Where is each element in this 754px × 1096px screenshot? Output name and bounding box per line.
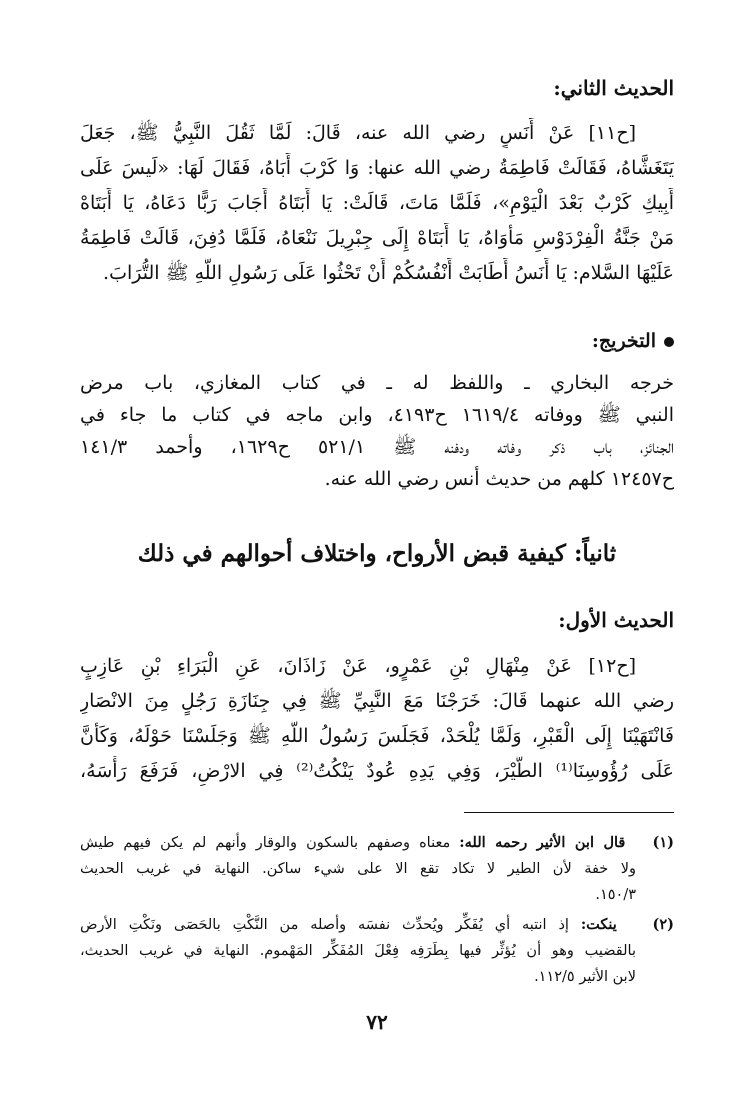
footnote-1-number: (١): [652, 834, 674, 851]
takhrij-heading: [592, 330, 674, 352]
footnote-2-line-2: بالقضيب وهو أن يُؤثِّر فيها بِطَرَفِه فِعْلَ المُفَكِّر المَهْموم. النهاية في غريب الحديث،: [80, 943, 636, 959]
footnote-2-head: ينكت:: [580, 916, 617, 933]
hadith-two-line-5: عَلَيْهَا السَّلام: يَا أَنَسُ أَطَابَتْ أَنْفُسُكُمْ أَنْ تَحْثُوا عَلَى رَسُولِ اللَّهِ ﷺ التُّرَابَ.: [103, 262, 674, 284]
hadith-one-line-4: عَلَى رُؤُوسِنَا⁽¹⁾ الطَّيْرَ، وَفِي يَدِهِ عُودٌ يَنْكُتُ⁽²⁾ فِي الارْضِ، فَرَفَعَ رَأْسَهُ،: [80, 760, 674, 782]
hadith-two-line-3: أَبِيكِ كَرْبٌ بَعْدَ الْيَوْمِ»، فَلَمَّا مَاتَ، قَالَتْ: يَا أَبَتَاهُ أَجَابَ رَبًّا دَعَاهُ، يَا أَبَتَاهْ: [80, 192, 674, 214]
takhrij-line-2: النبي ﷺ ووفاته ١٦١٩/٤ ح٤١٩٣، وابن ماجه في كتاب ما جاء في: [80, 404, 674, 426]
footnote-1-line-2: ولا خفة لأن الطير لا تكاد تقع الا على شيء ساكن. النهاية في غريب الحديث: [80, 861, 636, 877]
section-title: ثانياً: كيفية قبض الأرواح، واختلاف أحوالهم في ذلك: [137, 540, 617, 567]
footnote-2-number: (٢): [652, 916, 674, 933]
hadith-two-line-2: يَتَغَشَّاهُ، فَقَالَتْ فَاطِمَةُ رضي الله عنها: وَا كَرْبَ أَبَاهُ، فَقَالَ لَهَا: «لَيسَ عَلَى: [80, 157, 674, 179]
footnote-1-head: قال ابن الأثير رحمه الله:: [459, 834, 626, 851]
hadith-two-line-1: [ح١١] عَنْ أَنَسٍ رضي الله عنه، قَالَ: لَمَّا ثَقُلَ النَّبِيُّ ﷺ، جَعَلَ: [80, 122, 636, 144]
footnote-2-line-3: لابن الأثير ١١٢/٥.: [534, 969, 636, 985]
hadith-two-line-4: مَنْ جَنَّةُ الْفِرْدَوْسِ مَأْوَاهُ، يَا أَبَتَاهْ إِلَى جِبْرِيلَ نَنْعَاهُ، فَلَمَّا دُفِنَ، قَالَتْ فَاطِمَةُ: [80, 227, 674, 249]
page-number: ٧٢: [366, 1010, 388, 1034]
footnote-2-line-1: [80, 912, 674, 938]
bullet-icon: [664, 337, 674, 347]
footnote-separator: [464, 812, 674, 813]
takhrij-line-1: خرجه البخاري ـ واللفظ له ـ في كتاب المغازي، باب مرض: [80, 372, 674, 394]
hadith-one-line-2: رضي الله عنهما قَالَ: خَرَجْنَا مَعَ النَّبِيِّ ﷺ فِي جِنَازَةِ رَجُلٍ مِنَ الانْصَارِ: [80, 690, 674, 712]
footnote-1-line-3: ١٥٠/٣.: [595, 887, 636, 903]
takhrij-line-4: ح١٢٤٥٧ كلهم من حديث أنس رضي الله عنه.: [324, 468, 674, 490]
takhrij-heading-text: التخريج:: [591, 330, 656, 352]
hadith-one-line-1: [ح١٢] عَنْ مِنْهَالِ بْنِ عَمْرٍو، عَنْ زَاذَانَ، عَنِ الْبَرَاءِ بْنِ عَازِبٍ: [80, 655, 636, 677]
footnote-1-text-1: معناه وصفهم بالسكون والوقار وأنهم لم يكن فيهم طيش: [80, 835, 451, 851]
footnote-1-line-1: [80, 830, 674, 856]
footnote-2-text-1: إذ انتبه أي يُفَكِّر ويُحدِّث نفسَه وأصله من النَّكْتِ بالحَصَى ونَكْتِ الأرض: [80, 917, 569, 933]
takhrij-line-3: الجنائز، باب ذكر وفاته ودفنه ﷺ ٥٢١/١ ح١٦٢٩، وأحمد ١٤١/٣: [80, 436, 674, 458]
hadith-one-heading: الحديث الأول:: [558, 608, 674, 632]
hadith-one-line-3: فَانْتَهَيْنَا إِلَى الْقَبْرِ، وَلَمَّا يُلْحَدْ، فَجَلَسَ رَسُولُ اللَّهِ ﷺ وَجَلَسْنَا حَوْلَهُ، وَكَأَنَّ: [80, 725, 674, 747]
hadith-two-heading: الحديث الثاني:: [553, 76, 674, 100]
